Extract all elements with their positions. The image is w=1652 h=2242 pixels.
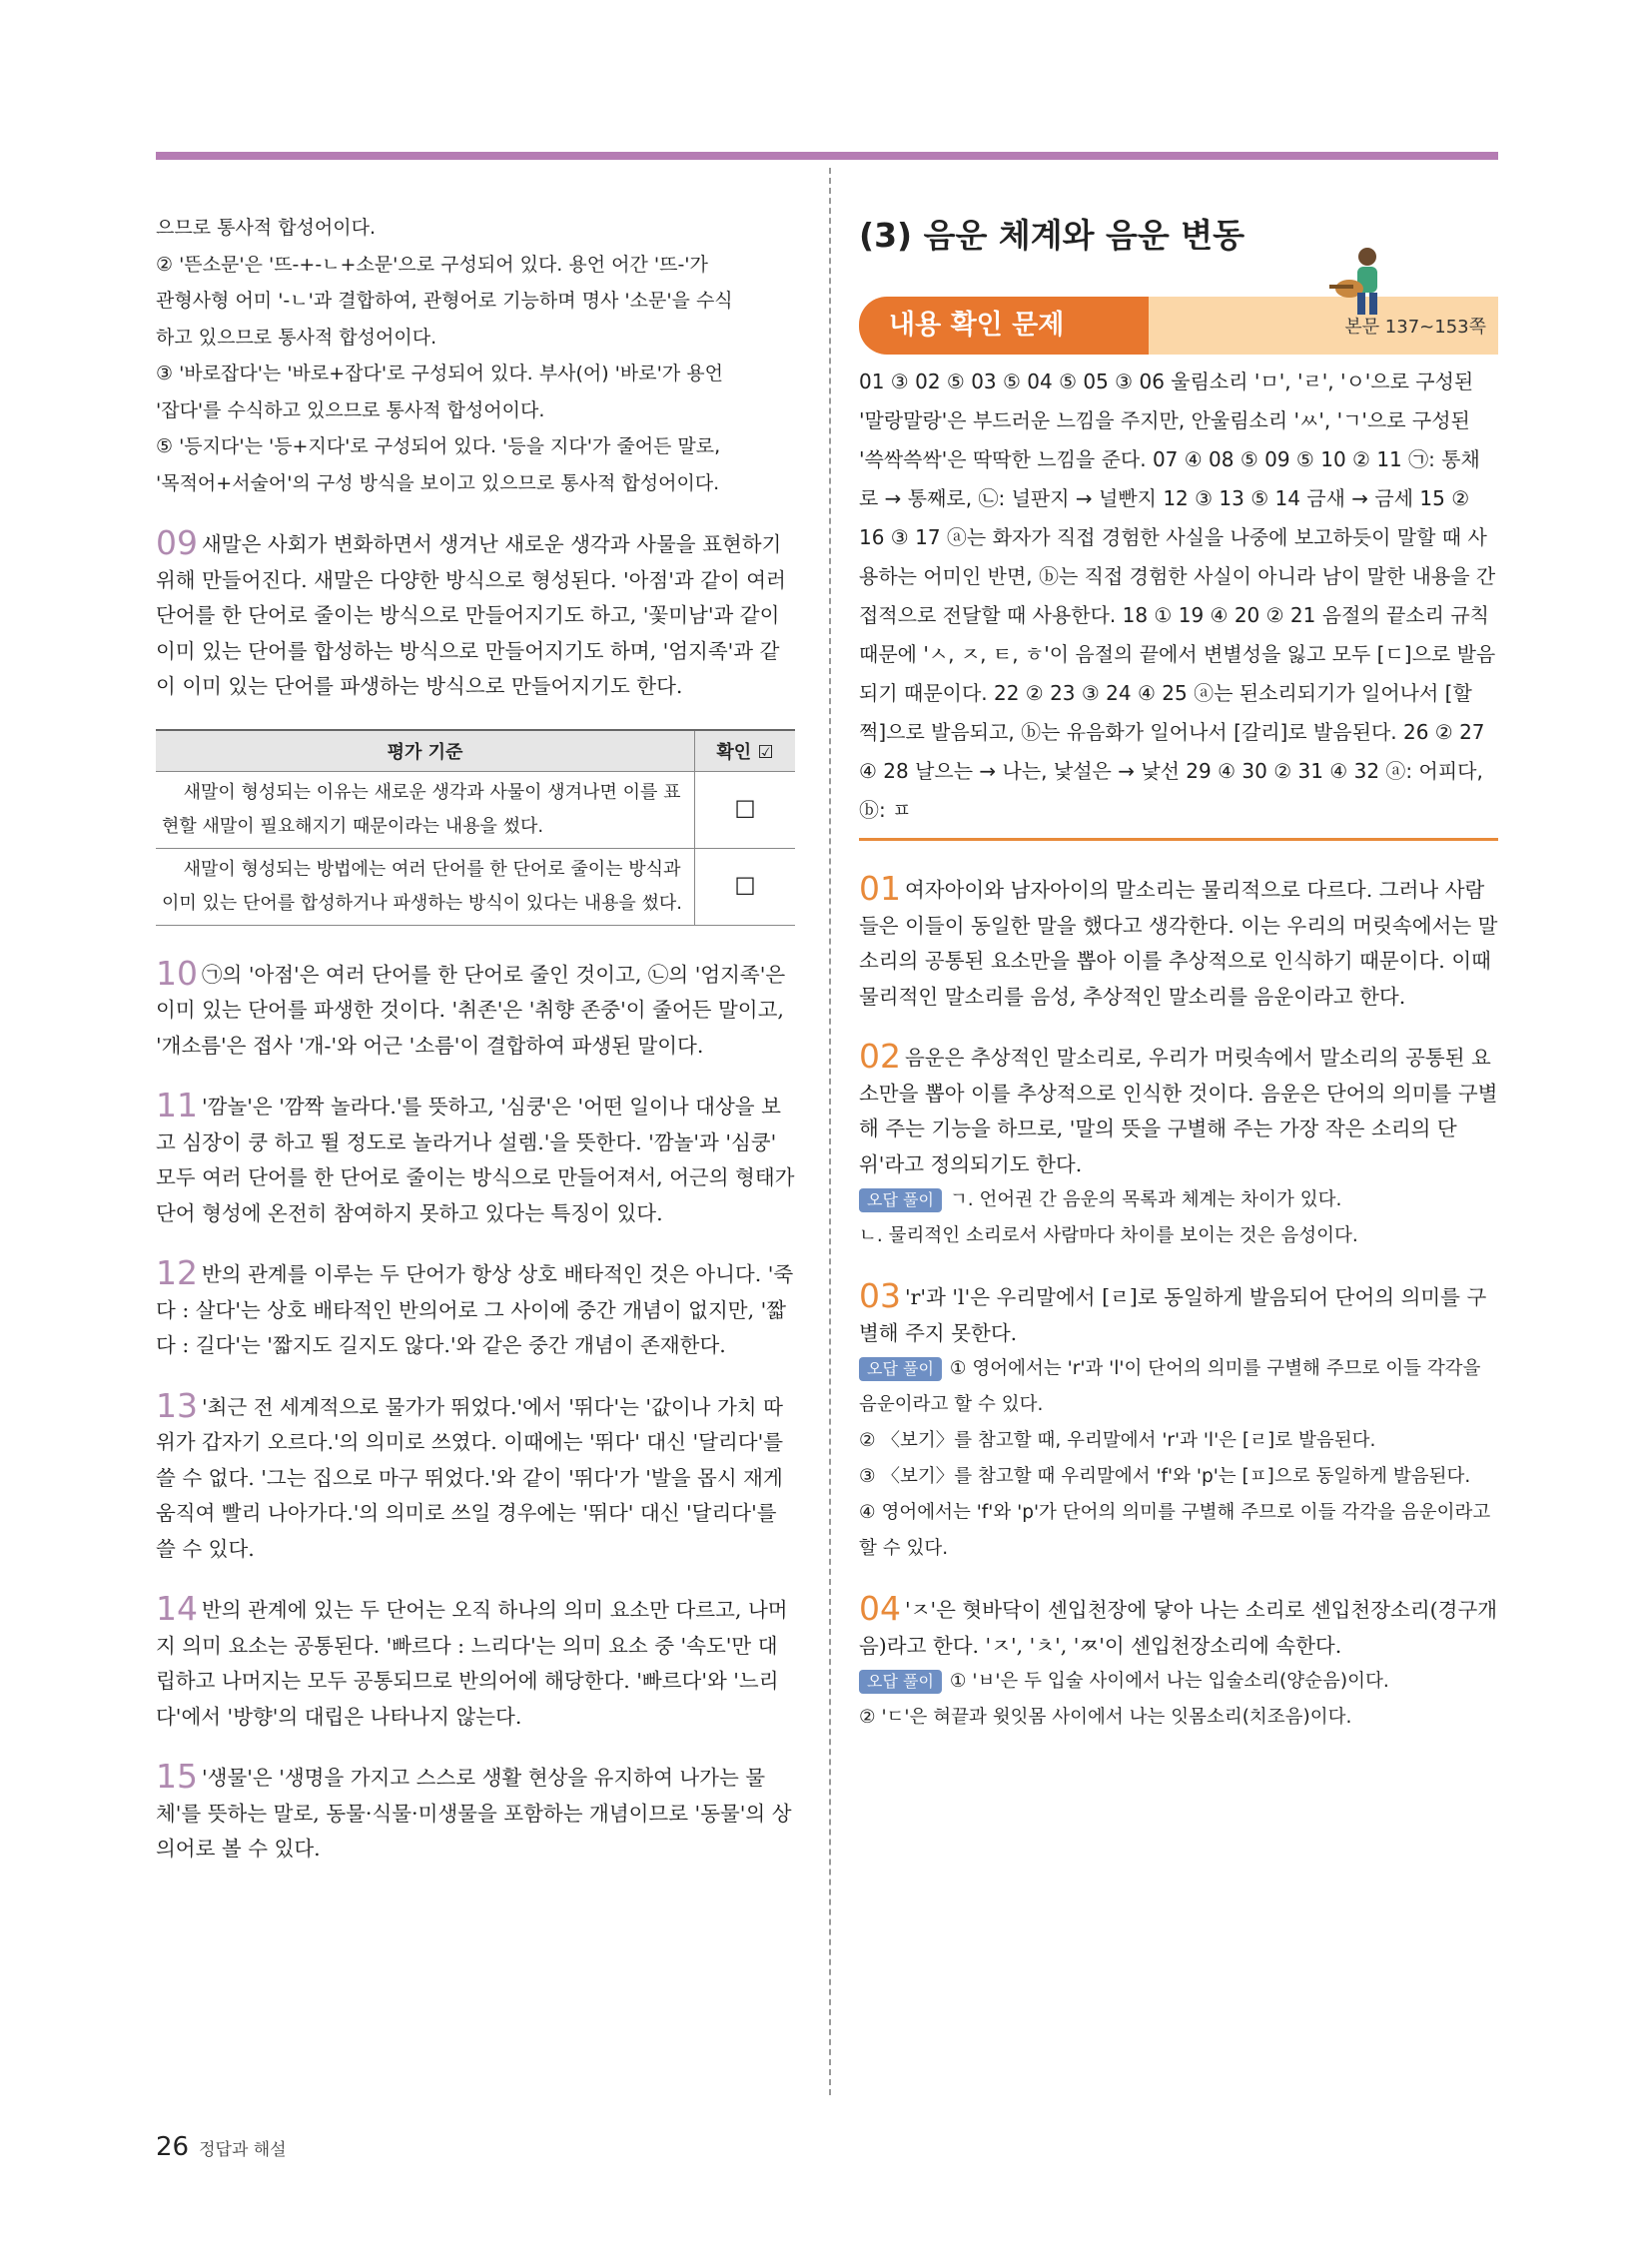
answer-key: 01 ③ 02 ⑤ 03 ⑤ 04 ⑤ 05 ③ 06 울림소리 'ㅁ', 'ㄹ', 'ㅇ'으로 구성된 '말랑말랑'은 부드러운 느낌을 주지만, 안울림소리 'ㅆ', 'ㄱ'으로 구성된 '쓱싹쓱싹'은 딱딱한 느낌을 준다. 07 ④ 08 ⑤ 09 ⑤ 10 ② 11 ㉠: 통채로 → 통째로, ㉡: 널판지 → 널빤지 12 ③ 13 ⑤ 14 금새 → 금세 15 ② 16 ③ 17 ⓐ는 화자가 직접 경험한 사실을 나중에 보고하듯이 말할 때 사용하는 어미인 반면, ⓑ는 직접 경험한 사실이 아니라 남이 말한 내용을 간접적으로 전달할 때 사용한다. 18 ① 19 ④ 20 ② 21 음절의 끝소리 규칙 때문에 'ㅅ, ㅈ, ㅌ, ㅎ'이 음절의 끝에서 변별성을 잃고 모두 [ㄷ]으로 발음되기 때문이다. 22 ② 23 ③ 24 ④ 25 ⓐ는 된소리되기가 일어나서 [할쩍]으로 발음되고, ⓑ는 유음화가 일어나서 [갈리]로 발음된다. 26 ② 27 ④ 28 날으는 → 나는, 낯설은 → 낯선 29 ④ 30 ② 31 ④ 32 ⓐ: 어피다, ⓑ: ㅍ (859, 370, 1496, 822)
answer-number: 03 (859, 1276, 901, 1315)
wrong-answer-tag: 오답 풀이 (859, 1670, 942, 1694)
content-check-banner (859, 297, 1498, 359)
intro-line: '잡다'를 수식하고 있으므로 통사적 합성어이다. (156, 398, 545, 421)
checkbox[interactable]: ☐ (695, 848, 796, 925)
checkbox[interactable]: ☐ (695, 771, 796, 848)
note-line: ② 〈보기〉를 참고할 때, 우리말에서 'r'과 'l'은 [ㄹ]로 발음된다. (859, 1430, 1376, 1451)
note-text: ㄱ. 언어권 간 음운의 목록과 체계는 차이가 있다. (949, 1189, 1342, 1210)
table-row (156, 771, 795, 848)
intro-block (156, 210, 795, 501)
note-line: ④ 영어에서는 'f'와 'p'가 단어의 의미를 구별해 주므로 이들 각각을 음운이라고 할 수 있다. (859, 1502, 1491, 1559)
note-text: ① 영어에서는 'r'과 'l'이 단어의 의미를 구별해 주므로 이들 각각을 음운이라고 할 수 있다. (859, 1358, 1481, 1415)
note-line (859, 1351, 1498, 1423)
answer-02 (859, 1039, 1498, 1182)
answer-04-block (859, 1591, 1498, 1736)
answer-09 (156, 525, 795, 705)
page-number: 26 (156, 2132, 190, 2162)
note-line (859, 1664, 1498, 1700)
answer-text: 반의 관계에 있는 두 단어는 오직 하나의 의미 요소만 다르고, 나머지 의미 요소는 공통된다. '빠르다 : 느리다'는 의미 요소 중 '속도'만 대립하고 나머지는 모두 공통되므로 반의어에 해당한다. '빠르다'와 '느리다'에서 '방향'의 대립은 나타나지 않는다. (156, 1598, 788, 1729)
header-check: 확인 ☑ (695, 730, 796, 772)
answer-text: 새말은 사회가 변화하면서 생겨난 새로운 생각과 사물을 표현하기 위해 만들어진다. 새말은 다양한 방식으로 형성된다. '아점'과 같이 여러 단어를 한 단어로 줄이는 방식으로 만들어지기도 하고, '꽃미남'과 같이 이미 있는 단어를 합성하는 방식으로 만들어지기도 하며, '엄지족'과 같이 이미 있는 단어를 파생하는 방식으로 만들어지기도 한다. (156, 532, 786, 698)
intro-line: ③ '바로잡다'는 '바로+잡다'로 구성되어 있다. 부사(어) '바로'가 용언 (156, 363, 723, 384)
answer-number: 11 (156, 1086, 198, 1124)
note-line: ㄴ. 물리적인 소리로서 사람마다 차이를 보이는 것은 음성이다. (859, 1225, 1358, 1246)
intro-line: ② '뜬소문'은 '뜨-+-ㄴ+소문'으로 구성되어 있다. 용언 어간 '뜨-'가 (156, 253, 708, 276)
answer-text: '최근 전 세계적으로 물가가 뛰었다.'에서 '뛰다'는 '값이나 가치 따위가 갑자기 오르다.'의 의미로 쓰였다. 이때에는 '뛰다' 대신 '달리다'를 쓸 수 없다. '그는 집으로 마구 뛰었다.'와 같이 '뛰다'가 '발을 몹시 재게 움직여 빨리 나아가다.'의 의미로 쓰일 경우에는 '뛰다' 대신 '달리다'를 쓸 수 있다. (156, 1394, 784, 1561)
note-line: ② 'ㄷ'은 혀끝과 윗잇몸 사이에서 나는 잇몸소리(치조음)이다. (859, 1707, 1352, 1728)
note-line (859, 1182, 1498, 1218)
answer-text: 음운은 추상적인 말소리로, 우리가 머릿속에서 말소리의 공통된 요소만을 뽑아 이를 추상적으로 인식한 것이다. 음운은 단어의 의미를 구별해 주는 기능을 하므로, '말의 뜻을 구별해 주는 가장 작은 소리의 단위'라고 정의되기도 한다. (859, 1046, 1498, 1176)
criteria-text: 새말이 형성되는 이유는 새로운 생각과 사물이 생겨나면 이를 표현할 새말이 필요해지기 때문이라는 내용을 썼다. (156, 771, 695, 848)
top-rule (156, 152, 1498, 160)
intro-line: 으므로 통사적 합성어이다. (156, 217, 377, 239)
section-title: (3) 음운 체계와 음운 변동 (859, 216, 1244, 255)
wrong-answer-tag: 오답 풀이 (859, 1357, 942, 1381)
answer-number: 10 (156, 953, 198, 993)
answer-number: 15 (156, 1757, 198, 1796)
answer-10 (156, 953, 795, 1065)
answer-03-block (859, 1278, 1498, 1567)
answer-03 (859, 1278, 1498, 1351)
left-column (156, 210, 795, 1891)
table-row (156, 848, 795, 925)
answer-number: 04 (859, 1589, 901, 1628)
answer-number: 12 (156, 1253, 198, 1292)
column-divider (829, 168, 831, 2095)
right-column (859, 210, 1498, 1760)
answer-text: 'ㅈ'은 혓바닥이 센입천장에 닿아 나는 소리로 센입천장소리(경구개음)라고 한다. 'ㅈ', 'ㅊ', 'ㅉ'이 센입천장소리에 속한다. (859, 1598, 1498, 1658)
answer-text: '생물'은 '생명을 가지고 스스로 생활 현상을 유지하여 나가는 물체'를 뜻하는 말로, 동물·식물·미생물을 포함하는 개념이므로 '동물'의 상의어로 볼 수 있다. (156, 1766, 792, 1861)
page-reference: 본문 137~153쪽 (1344, 317, 1486, 338)
answer-number: 01 (859, 869, 901, 908)
answer-number: 14 (156, 1589, 198, 1628)
evaluation-table (156, 729, 795, 926)
answer-01 (859, 871, 1498, 1015)
answer-number: 02 (859, 1037, 901, 1076)
page-footer (156, 2132, 287, 2162)
header-criteria: 평가 기준 (156, 730, 695, 772)
answer-11 (156, 1088, 795, 1231)
guitar-player-icon (1327, 245, 1393, 323)
answer-number: 09 (156, 523, 198, 562)
note-text: ① 'ㅂ'은 두 입술 사이에서 나는 입술소리(양순음)이다. (949, 1671, 1389, 1692)
answer-15 (156, 1759, 795, 1868)
answer-12 (156, 1255, 795, 1364)
wrong-answer-tag: 오답 풀이 (859, 1188, 942, 1212)
answer-14 (156, 1591, 795, 1735)
answer-13 (156, 1385, 795, 1568)
answer-02-block (859, 1039, 1498, 1254)
intro-line: 관형사형 어미 '-ㄴ'과 결합하여, 관형어로 기능하며 명사 '소문'을 수식 (156, 290, 733, 312)
footer-label: 정답과 해설 (199, 2140, 287, 2160)
answer-text: ㉠의 '아점'은 여러 단어를 한 단어로 줄인 것이고, ㉡의 '엄지족'은 이미 있는 단어를 파생한 것이다. '취존'은 '취향 존중'이 줄어든 말이고, '개소름'은 접사 '개-'와 어근 '소름'이 결합하여 파생된 말이다. (156, 962, 786, 1058)
banner-label: 내용 확인 문제 (859, 297, 1149, 355)
answer-number: 13 (156, 1385, 198, 1425)
answer-text: 반의 관계를 이루는 두 단어가 항상 상호 배타적인 것은 아니다. '죽다 : 살다'는 상호 배타적인 반의어로 그 사이에 중간 개념이 없지만, '짧다 : 길다'는 '짧지도 길지도 않다.'와 같은 중간 개념이 존재한다. (156, 1262, 794, 1357)
intro-line: ⑤ '등지다'는 '등+지다'로 구성되어 있다. '등을 지다'가 줄어든 말로, (156, 435, 721, 457)
intro-line: '목적어+서술어'의 구성 방식을 보이고 있으므로 통사적 합성어이다. (156, 471, 720, 494)
answer-text: '깜놀'은 '깜짝 놀라다.'를 뜻하고, '심쿵'은 '어떤 일이나 대상을 보고 심장이 쿵 하고 뛸 정도로 놀라거나 설렘.'을 뜻한다. '깜놀'과 '심쿵' 모두 여러 단어를 한 단어로 줄이는 방식으로 만들어져서, 어근의 형태가 단어 형성에 온전히 참여하지 못하고 있다는 특징이 있다. (156, 1095, 795, 1225)
answer-text: 'r'과 'l'은 우리말에서 [ㄹ]로 동일하게 발음되어 단어의 의미를 구별해 주지 못한다. (859, 1285, 1487, 1345)
criteria-text: 새말이 형성되는 방법에는 여러 단어를 한 단어로 줄이는 방식과 이미 있는 단어를 합성하거나 파생하는 방식이 있다는 내용을 썼다. (156, 848, 695, 925)
intro-line: 하고 있으므로 통사적 합성어이다. (156, 326, 437, 349)
note-line: ③ 〈보기〉를 참고할 때 우리말에서 'f'와 'p'는 [ㅍ]으로 동일하게 발음된다. (859, 1466, 1471, 1487)
answer-text: 여자아이와 남자아이의 말소리는 물리적으로 다르다. 그러나 사람들은 이들이 동일한 말을 했다고 생각한다. 이는 우리의 머릿속에서는 말소리의 공통된 요소만을 뽑아 이를 추상적으로 인식하기 때문이다. 이때 물리적인 말소리를 음성, 추상적인 말소리를 음운이라고 한다. (859, 878, 1498, 1009)
answer-04 (859, 1591, 1498, 1664)
orange-divider (859, 838, 1498, 841)
